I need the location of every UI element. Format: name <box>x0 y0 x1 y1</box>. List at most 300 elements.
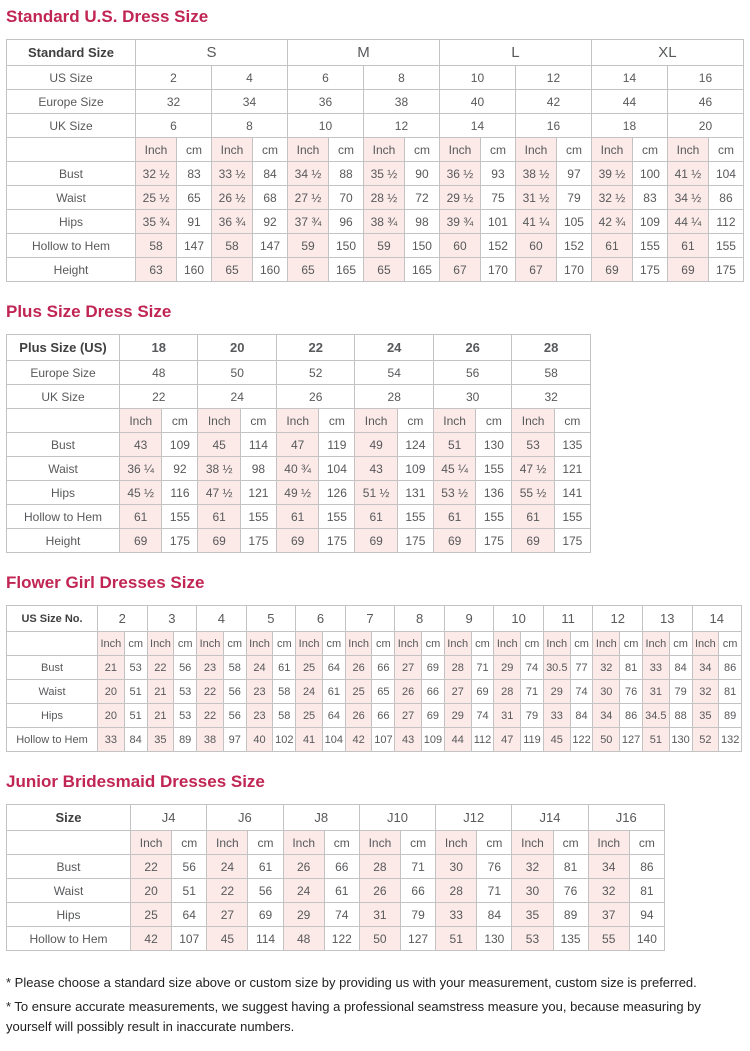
size-group-header: J14 <box>512 805 588 831</box>
inch-value-cell: 45 <box>198 433 240 457</box>
cm-value-cell: 69 <box>422 704 445 728</box>
inch-value-cell: 31 ½ <box>515 186 556 210</box>
cm-value-cell: 101 <box>480 210 515 234</box>
size-value-cell: 34 <box>211 90 287 114</box>
inch-value-cell: 45 ½ <box>120 481 162 505</box>
size-value-cell: 50 <box>198 361 276 385</box>
flower-girl-table-host <box>6 605 744 752</box>
inch-header-cell: Inch <box>444 632 471 656</box>
cm-value-cell: 89 <box>174 728 197 752</box>
size-value-cell: 10 <box>287 114 363 138</box>
cm-value-cell: 72 <box>405 186 440 210</box>
cm-value-cell: 89 <box>719 704 742 728</box>
size-value-cell: 42 <box>515 90 591 114</box>
inch-header-cell: Inch <box>211 138 252 162</box>
empty-corner-cell <box>7 632 98 656</box>
row-label: Waist <box>7 457 120 481</box>
cm-value-cell: 155 <box>632 234 667 258</box>
inch-value-cell: 32 <box>692 680 719 704</box>
size-group-header: 18 <box>120 335 198 361</box>
cm-value-cell: 84 <box>124 728 147 752</box>
inch-header-cell: Inch <box>692 632 719 656</box>
inch-value-cell: 21 <box>147 704 174 728</box>
size-value-cell: 32 <box>136 90 212 114</box>
inch-value-cell: 45 <box>543 728 570 752</box>
inch-value-cell: 58 <box>211 234 252 258</box>
footnotes <box>6 973 744 1037</box>
inch-header-cell: Inch <box>494 632 521 656</box>
cm-value-cell: 86 <box>620 704 643 728</box>
cm-header-cell: cm <box>240 409 276 433</box>
inch-value-cell: 61 <box>198 505 240 529</box>
size-value-cell: 36 <box>287 90 363 114</box>
size-group-header: J12 <box>436 805 512 831</box>
inch-header-cell: Inch <box>436 831 477 855</box>
cm-header-cell: cm <box>708 138 743 162</box>
cm-value-cell: 70 <box>329 186 364 210</box>
cm-value-cell: 104 <box>708 162 743 186</box>
inch-value-cell: 53 <box>512 927 553 951</box>
cm-header-cell: cm <box>629 831 664 855</box>
inch-value-cell: 69 <box>276 529 318 553</box>
inch-value-cell: 38 ½ <box>198 457 240 481</box>
size-group-header: 4 <box>197 606 247 632</box>
cm-value-cell: 175 <box>708 258 743 282</box>
inch-value-cell: 23 <box>197 656 224 680</box>
inch-value-cell: 26 <box>345 704 372 728</box>
row-label: Bust <box>7 656 98 680</box>
cm-value-cell: 56 <box>223 704 246 728</box>
inch-value-cell: 45 ¼ <box>433 457 475 481</box>
size-group-header: J6 <box>207 805 283 831</box>
inch-value-cell: 42 <box>131 927 172 951</box>
cm-value-cell: 114 <box>248 927 283 951</box>
inch-value-cell: 27 <box>395 704 422 728</box>
size-value-cell: 14 <box>439 114 515 138</box>
size-value-cell: 54 <box>355 361 433 385</box>
size-value-cell: 18 <box>591 114 667 138</box>
inch-value-cell: 33 <box>543 704 570 728</box>
inch-value-cell: 27 <box>395 656 422 680</box>
cm-value-cell: 92 <box>162 457 198 481</box>
cm-value-cell: 66 <box>324 855 359 879</box>
size-group-header: 26 <box>433 335 511 361</box>
size-group-header: 24 <box>355 335 433 361</box>
cm-value-cell: 56 <box>172 855 207 879</box>
size-group-header: 13 <box>642 606 692 632</box>
inch-header-cell: Inch <box>198 409 240 433</box>
inch-value-cell: 34 ½ <box>667 186 708 210</box>
inch-value-cell: 25 <box>296 704 323 728</box>
cm-value-cell: 61 <box>248 855 283 879</box>
inch-value-cell: 60 <box>515 234 556 258</box>
size-group-header: S <box>136 40 288 66</box>
size-group-header: 8 <box>395 606 445 632</box>
inch-value-cell: 24 <box>207 855 248 879</box>
cm-value-cell: 68 <box>253 186 288 210</box>
cm-value-cell: 175 <box>554 529 590 553</box>
cm-value-cell: 88 <box>669 704 692 728</box>
inch-value-cell: 28 ½ <box>363 186 404 210</box>
cm-value-cell: 61 <box>324 879 359 903</box>
inch-value-cell: 37 ¾ <box>287 210 328 234</box>
inch-header-cell: Inch <box>588 831 629 855</box>
inch-value-cell: 63 <box>136 258 177 282</box>
cm-value-cell: 127 <box>401 927 436 951</box>
size-value-cell: 4 <box>211 66 287 90</box>
inch-value-cell: 58 <box>136 234 177 258</box>
inch-value-cell: 24 <box>246 656 273 680</box>
inch-value-cell: 43 <box>120 433 162 457</box>
cm-value-cell: 107 <box>172 927 207 951</box>
inch-value-cell: 26 <box>359 879 400 903</box>
size-group-header: XL <box>591 40 743 66</box>
cm-value-cell: 53 <box>174 704 197 728</box>
row-label: US Size <box>7 66 136 90</box>
inch-value-cell: 20 <box>98 680 125 704</box>
cm-header-cell: cm <box>477 831 512 855</box>
cm-value-cell: 88 <box>329 162 364 186</box>
inch-value-cell: 34 <box>588 855 629 879</box>
inch-value-cell: 22 <box>131 855 172 879</box>
cm-value-cell: 109 <box>397 457 433 481</box>
standard-size-corner-label: Standard Size <box>7 40 136 66</box>
cm-value-cell: 160 <box>177 258 212 282</box>
row-label: UK Size <box>7 385 120 409</box>
inch-header-cell: Inch <box>355 409 397 433</box>
inch-value-cell: 32 <box>593 656 620 680</box>
cm-value-cell: 71 <box>477 879 512 903</box>
size-group-header: 11 <box>543 606 593 632</box>
cm-value-cell: 130 <box>477 927 512 951</box>
inch-value-cell: 60 <box>439 234 480 258</box>
cm-header-cell: cm <box>253 138 288 162</box>
cm-value-cell: 56 <box>248 879 283 903</box>
cm-value-cell: 65 <box>372 680 395 704</box>
inch-value-cell: 35 ¾ <box>136 210 177 234</box>
cm-value-cell: 86 <box>629 855 664 879</box>
cm-value-cell: 79 <box>556 186 591 210</box>
inch-header-cell: Inch <box>642 632 669 656</box>
junior-bridesmaid-corner-label: Size <box>7 805 131 831</box>
cm-value-cell: 152 <box>556 234 591 258</box>
cm-value-cell: 76 <box>553 879 588 903</box>
inch-value-cell: 36 ¾ <box>211 210 252 234</box>
cm-value-cell: 155 <box>397 505 433 529</box>
size-group-header: 14 <box>692 606 742 632</box>
size-group-header: J16 <box>588 805 664 831</box>
cm-value-cell: 89 <box>553 903 588 927</box>
flower-girl-section <box>6 573 744 752</box>
cm-value-cell: 124 <box>397 433 433 457</box>
size-value-cell: 6 <box>136 114 212 138</box>
size-value-cell: 10 <box>439 66 515 90</box>
size-group-header: M <box>287 40 439 66</box>
inch-value-cell: 61 <box>276 505 318 529</box>
size-group-header: 2 <box>98 606 148 632</box>
inch-value-cell: 25 <box>345 680 372 704</box>
inch-value-cell: 47 <box>276 433 318 457</box>
inch-value-cell: 38 <box>197 728 224 752</box>
size-value-cell: 8 <box>211 114 287 138</box>
inch-header-cell: Inch <box>131 831 172 855</box>
cm-value-cell: 121 <box>240 481 276 505</box>
inch-value-cell: 25 <box>131 903 172 927</box>
size-value-cell: 16 <box>667 66 743 90</box>
size-group-header: 5 <box>246 606 296 632</box>
cm-value-cell: 76 <box>620 680 643 704</box>
cm-value-cell: 69 <box>422 656 445 680</box>
inch-value-cell: 32 ½ <box>136 162 177 186</box>
inch-value-cell: 61 <box>591 234 632 258</box>
cm-value-cell: 107 <box>372 728 395 752</box>
cm-header-cell: cm <box>556 138 591 162</box>
cm-value-cell: 140 <box>629 927 664 951</box>
row-label: Waist <box>7 879 131 903</box>
inch-value-cell: 25 <box>296 656 323 680</box>
standard-size-section <box>6 7 744 282</box>
cm-value-cell: 61 <box>322 680 345 704</box>
inch-value-cell: 33 ½ <box>211 162 252 186</box>
row-label: UK Size <box>7 114 136 138</box>
inch-value-cell: 61 <box>120 505 162 529</box>
size-value-cell: 48 <box>120 361 198 385</box>
inch-value-cell: 48 <box>283 927 324 951</box>
inch-value-cell: 33 <box>436 903 477 927</box>
cm-value-cell: 84 <box>570 704 593 728</box>
cm-header-cell: cm <box>397 409 433 433</box>
cm-value-cell: 51 <box>124 704 147 728</box>
inch-value-cell: 28 <box>494 680 521 704</box>
cm-value-cell: 150 <box>329 234 364 258</box>
row-label: Waist <box>7 680 98 704</box>
cm-value-cell: 74 <box>570 680 593 704</box>
cm-header-cell: cm <box>319 409 355 433</box>
standard-size-table <box>6 39 744 282</box>
cm-value-cell: 81 <box>629 879 664 903</box>
cm-value-cell: 76 <box>477 855 512 879</box>
flower-girl-corner-label: US Size No. <box>7 606 98 632</box>
inch-value-cell: 24 <box>283 879 324 903</box>
inch-header-cell: Inch <box>345 632 372 656</box>
inch-value-cell: 47 ½ <box>198 481 240 505</box>
cm-value-cell: 155 <box>476 457 512 481</box>
cm-value-cell: 51 <box>172 879 207 903</box>
row-label: Height <box>7 258 136 282</box>
row-label: Hips <box>7 903 131 927</box>
cm-value-cell: 121 <box>554 457 590 481</box>
inch-header-cell: Inch <box>296 632 323 656</box>
inch-value-cell: 34 ½ <box>287 162 328 186</box>
cm-value-cell: 83 <box>177 162 212 186</box>
inch-value-cell: 28 <box>444 656 471 680</box>
cm-value-cell: 175 <box>319 529 355 553</box>
size-group-header: L <box>439 40 591 66</box>
inch-value-cell: 24 <box>296 680 323 704</box>
inch-value-cell: 31 <box>642 680 669 704</box>
size-value-cell: 20 <box>667 114 743 138</box>
size-value-cell: 58 <box>512 361 590 385</box>
inch-header-cell: Inch <box>283 831 324 855</box>
cm-value-cell: 160 <box>253 258 288 282</box>
inch-value-cell: 51 <box>642 728 669 752</box>
cm-header-cell: cm <box>329 138 364 162</box>
inch-value-cell: 53 ½ <box>433 481 475 505</box>
inch-header-cell: Inch <box>359 831 400 855</box>
inch-value-cell: 49 <box>355 433 397 457</box>
inch-value-cell: 20 <box>98 704 125 728</box>
inch-value-cell: 28 <box>359 855 400 879</box>
inch-header-cell: Inch <box>593 632 620 656</box>
inch-header-cell: Inch <box>512 409 554 433</box>
inch-value-cell: 50 <box>359 927 400 951</box>
cm-header-cell: cm <box>669 632 692 656</box>
size-value-cell: 24 <box>198 385 276 409</box>
inch-header-cell: Inch <box>667 138 708 162</box>
size-value-cell: 8 <box>363 66 439 90</box>
cm-value-cell: 155 <box>554 505 590 529</box>
size-group-header: 7 <box>345 606 395 632</box>
cm-value-cell: 91 <box>177 210 212 234</box>
inch-value-cell: 69 <box>120 529 162 553</box>
inch-value-cell: 50 <box>593 728 620 752</box>
cm-value-cell: 56 <box>223 680 246 704</box>
size-group-header: 9 <box>444 606 494 632</box>
inch-value-cell: 55 <box>588 927 629 951</box>
size-group-header: 28 <box>512 335 590 361</box>
plus-size-title: Plus Size Dress Size <box>6 302 172 321</box>
inch-value-cell: 34.5 <box>642 704 669 728</box>
cm-value-cell: 81 <box>719 680 742 704</box>
cm-header-cell: cm <box>620 632 643 656</box>
cm-value-cell: 130 <box>476 433 512 457</box>
junior-bridesmaid-table-host <box>6 804 744 951</box>
cm-value-cell: 109 <box>632 210 667 234</box>
size-group-header: 22 <box>276 335 354 361</box>
inch-value-cell: 65 <box>211 258 252 282</box>
cm-value-cell: 71 <box>521 680 544 704</box>
size-value-cell: 44 <box>591 90 667 114</box>
cm-value-cell: 79 <box>521 704 544 728</box>
inch-value-cell: 59 <box>287 234 328 258</box>
cm-header-cell: cm <box>632 138 667 162</box>
cm-value-cell: 97 <box>556 162 591 186</box>
inch-value-cell: 29 <box>543 680 570 704</box>
inch-value-cell: 55 ½ <box>512 481 554 505</box>
size-value-cell: 12 <box>363 114 439 138</box>
cm-value-cell: 69 <box>248 903 283 927</box>
cm-value-cell: 155 <box>319 505 355 529</box>
inch-value-cell: 69 <box>667 258 708 282</box>
inch-value-cell: 26 <box>345 656 372 680</box>
inch-value-cell: 22 <box>197 704 224 728</box>
inch-value-cell: 27 ½ <box>287 186 328 210</box>
junior-bridesmaid-title: Junior Bridesmaid Dresses Size <box>6 772 265 791</box>
cm-value-cell: 58 <box>223 656 246 680</box>
size-value-cell: 14 <box>591 66 667 90</box>
plus-size-table <box>6 334 591 553</box>
empty-corner-cell <box>7 409 120 433</box>
cm-value-cell: 58 <box>273 704 296 728</box>
inch-value-cell: 51 ½ <box>355 481 397 505</box>
cm-value-cell: 114 <box>240 433 276 457</box>
inch-header-cell: Inch <box>120 409 162 433</box>
cm-value-cell: 81 <box>553 855 588 879</box>
cm-value-cell: 66 <box>372 656 395 680</box>
inch-value-cell: 21 <box>98 656 125 680</box>
cm-value-cell: 131 <box>397 481 433 505</box>
cm-value-cell: 98 <box>405 210 440 234</box>
cm-value-cell: 109 <box>162 433 198 457</box>
inch-value-cell: 35 <box>147 728 174 752</box>
inch-value-cell: 47 <box>494 728 521 752</box>
size-value-cell: 46 <box>667 90 743 114</box>
inch-header-cell: Inch <box>363 138 404 162</box>
inch-value-cell: 30 <box>593 680 620 704</box>
cm-value-cell: 170 <box>556 258 591 282</box>
cm-value-cell: 150 <box>405 234 440 258</box>
cm-value-cell: 98 <box>240 457 276 481</box>
inch-value-cell: 69 <box>512 529 554 553</box>
cm-value-cell: 53 <box>174 680 197 704</box>
cm-value-cell: 135 <box>554 433 590 457</box>
cm-header-cell: cm <box>172 831 207 855</box>
inch-value-cell: 23 <box>246 704 273 728</box>
inch-value-cell: 36 ½ <box>439 162 480 186</box>
cm-value-cell: 64 <box>172 903 207 927</box>
inch-value-cell: 26 ½ <box>211 186 252 210</box>
inch-header-cell: Inch <box>433 409 475 433</box>
inch-value-cell: 30 <box>436 855 477 879</box>
size-group-header: J8 <box>283 805 359 831</box>
inch-value-cell: 34 <box>593 704 620 728</box>
size-value-cell: 40 <box>439 90 515 114</box>
cm-value-cell: 147 <box>253 234 288 258</box>
size-group-header: 10 <box>494 606 544 632</box>
cm-value-cell: 112 <box>708 210 743 234</box>
cm-value-cell: 155 <box>708 234 743 258</box>
inch-value-cell: 69 <box>591 258 632 282</box>
inch-value-cell: 53 <box>512 433 554 457</box>
cm-value-cell: 105 <box>556 210 591 234</box>
size-value-cell: 56 <box>433 361 511 385</box>
inch-value-cell: 29 ½ <box>439 186 480 210</box>
cm-value-cell: 155 <box>476 505 512 529</box>
junior-bridesmaid-section <box>6 772 744 951</box>
cm-value-cell: 136 <box>476 481 512 505</box>
cm-value-cell: 69 <box>471 680 494 704</box>
row-label: Hollow to Hem <box>7 728 98 752</box>
inch-header-cell: Inch <box>515 138 556 162</box>
inch-value-cell: 33 <box>642 656 669 680</box>
inch-header-cell: Inch <box>276 409 318 433</box>
inch-value-cell: 67 <box>515 258 556 282</box>
inch-value-cell: 29 <box>283 903 324 927</box>
cm-value-cell: 152 <box>480 234 515 258</box>
inch-value-cell: 69 <box>433 529 475 553</box>
cm-value-cell: 74 <box>521 656 544 680</box>
cm-header-cell: cm <box>476 409 512 433</box>
inch-header-cell: Inch <box>136 138 177 162</box>
inch-value-cell: 35 <box>512 903 553 927</box>
row-label: Bust <box>7 855 131 879</box>
inch-value-cell: 40 ¾ <box>276 457 318 481</box>
inch-value-cell: 39 ¾ <box>439 210 480 234</box>
inch-value-cell: 44 ¼ <box>667 210 708 234</box>
cm-value-cell: 71 <box>471 656 494 680</box>
cm-value-cell: 81 <box>620 656 643 680</box>
inch-value-cell: 51 <box>433 433 475 457</box>
